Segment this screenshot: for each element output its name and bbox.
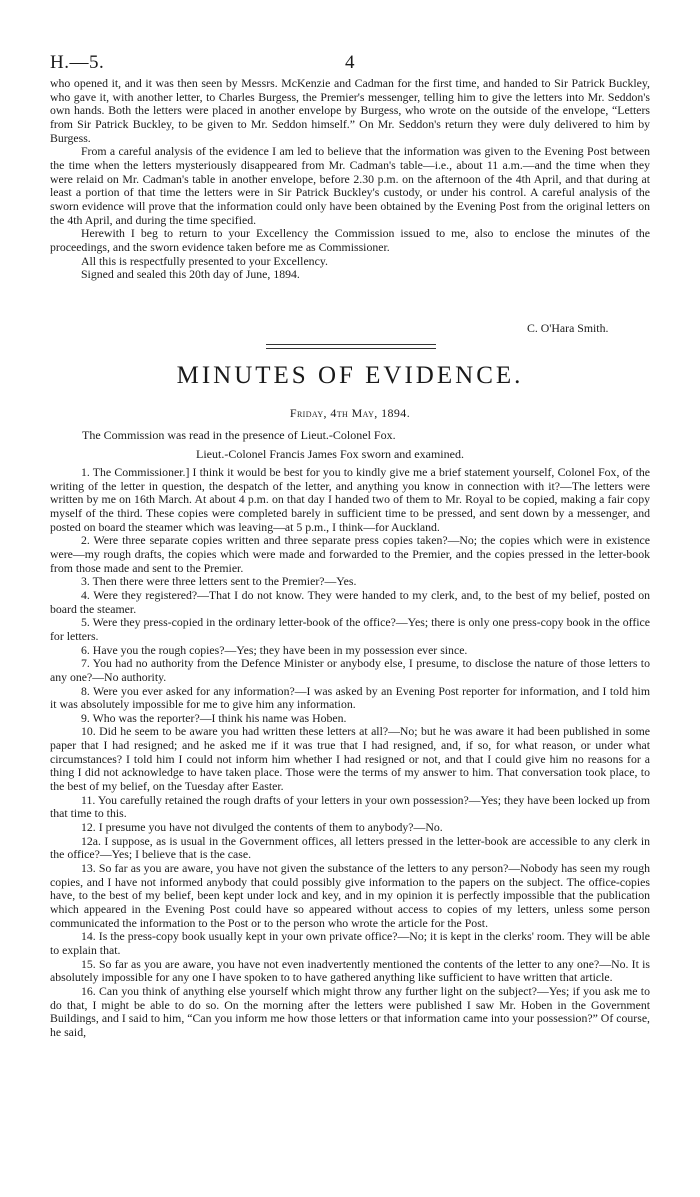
evidence-block <box>50 466 650 1040</box>
witness-line: Lieut.-Colonel Francis James Fox sworn and examined. <box>196 447 464 461</box>
question-1: 1. The Commissioner.] I think it would be best for you to kindly give me a brief statement yourself, Colonel Fox, of the writing of the letter in question, the despatch of the letter, and anything you know in connection with it?—The letters were written by me on 16th March. At about 4 p.m. on that day I handed two of them to Mr. Royal to be copied, making a fair copy myself of the third. These copies were completed barely in sufficient time to be pressed, and sent down by a messenger, and posted on board the steamer which was leaving—at 5 p.m., I think—for Auckland. <box>50 465 650 534</box>
question-12a: 12a. I suppose, as is usual in the Government offices, all letters pressed in the letter-book are accessible to any clerk in the office?—Yes; I believe that is the case. <box>50 833 650 862</box>
question-14: 14. Is the press-copy book usually kept in your own private office?—No; it is kept in the clerks' room. They will be able to explain that. <box>50 929 650 957</box>
minutes-title: MINUTES OF EVIDENCE. <box>176 362 524 389</box>
question-11: 11. You carefully retained the rough drafts of your letters in your own possession?—Yes; they have been locked up from that time to this. <box>50 792 650 821</box>
report-line: to Sir Patrick Buckley, who gave it, with another letter, to Charles Burgess, the Premier's <box>50 76 650 104</box>
question-5: 5. Were they press-copied in the ordinary letter-book of the office?—Yes; there is only one press-copy book in the office for letters. <box>50 615 650 643</box>
separator-rule <box>266 344 436 345</box>
separator-rule <box>266 348 436 349</box>
question-10: 10. Did he seem to be aware you had written these letters at all?—No; but he was aware it had been published in some paper that I had resigned; and he asked me if it was true that I had resigned, and, if so, for what reason, or under what circumstances? I told him I could not inform him whether I had resigned or not, and that I could give him no reasons for a thing I did not acknowledge to have taken place. Those were the terms of my answer to him. That conversation took place, to the best of my belief, on the Tuesday after Easter. <box>50 724 650 794</box>
report-line: the Evening Post from the original letters on the 4th April, and during the time specified. <box>50 198 651 227</box>
report-line: analysis of the sworn evidence will prove that the information could only have been obtained by <box>50 185 650 213</box>
report-paragraph-2 <box>50 145 650 227</box>
report-line: delivered to him by Burgess. <box>50 116 650 145</box>
question-2: 2. Were three separate copies written and three separate press copies taken?—No; the copies which were in existence were—my rough drafts, the copies which were made and forwarded to the Premier, and the copies pressed in the letter-book from those made and sent to the Premier. <box>50 533 650 575</box>
report-line: placed in another envelope by Burgess, who wrote on the outside of the envelope, “Letters from Sir <box>50 103 651 131</box>
question-4: 4. Were they registered?—That I do not know. They were handed to my clerk, and, to the best of my belief, posted on board the steamer. <box>50 587 650 616</box>
signature: C. O'Hara Smith. <box>527 321 609 335</box>
report-line: envelope, before 2.30 p.m. on the afternoon of the 4th April, and that during at least a portion of <box>50 171 650 200</box>
question-16: 16. Can you think of anything else yourself which might throw any further light on the subject?—Yes; if you ask me to do that, I might be able to do so. On the morning after the letters were published I saw Mr. Hoben in the Government Buildings, and I said to him, “Can you inform me how those letters or that information came into your possession?” Of course, he said, <box>50 983 650 1039</box>
report-paragraph-5: Signed and sealed this 20th day of June, 1894. <box>81 267 300 282</box>
report-line: minutes of the proceedings, and the sworn evidence taken before me as Commissioner. <box>50 226 650 254</box>
question-15: 15. So far as you are aware, you have not even inadvertently mentioned the contents of the letter to any one?—No. It is absolutely impossible for any one I have spoken to to have gathered anything like sufficient to have written that article. <box>50 956 650 985</box>
question-7: 7. You had no authority from the Defence Minister or anybody else, I presume, to disclose the nature of those letters to any one?—No authority. <box>50 656 650 684</box>
report-line: who opened it, and it was then seen by Messrs. McKenzie and Cadman for the first time, and handed <box>50 76 538 90</box>
report-paragraph-4: All this is respectfully presented to your Excellency. <box>81 253 328 268</box>
report-line: messenger, telling him to give the letters into Mr. Seddon's own hands. Both the letters were <box>50 89 650 118</box>
report-line: that time the letters were in Sir Patrick Buckley's custody, or under his control. A careful <box>137 185 575 200</box>
page-number: 4 <box>345 52 355 73</box>
series-reference: H.—5. <box>50 52 105 73</box>
report-line: the Evening Post between the time when the letters mysteriously disappeared from Mr. Cadman's <box>50 144 651 172</box>
report-line: table—i.e., about 11 a.m.—and the time when they were relaid on Mr. Cadman's table in another <box>50 157 651 186</box>
question-8: 8. Were you ever asked for any information?—I was asked by an Evening Post reporter for information, and I told him it was absolutely impossible for me to give him any information. <box>50 683 650 712</box>
question-12: 12. I presume you have not divulged the contents of them to anybody?—No. <box>81 820 443 835</box>
report-paragraph-3 <box>50 227 650 254</box>
question-3: 3. Then there were three letters sent to the Premier?—Yes. <box>81 574 357 589</box>
report-paragraph-1 <box>50 77 650 145</box>
question-6: 6. Have you the rough copies?—Yes; they have been in my possession ever since. <box>81 642 468 657</box>
report-line: Patrick Buckley, to be given to Mr. Seddon himself.” On Mr. Seddon's return they were duly <box>95 116 550 131</box>
report-conclusion <box>50 77 650 282</box>
session-date: Friday, 4th May, 1894. <box>289 406 411 420</box>
question-9: 9. Who was the reporter?—I think his name was Hoben. <box>81 710 347 725</box>
report-line: Herewith I beg to return to your Excellency the Commission issued to me, also to enclose the <box>81 226 571 241</box>
question-13: 13. So far as you are aware, you have not given the substance of the letters to any person?—Nobody has seen my rough copies, and I have not informed anybody that could possibly give information to the papers on the subject. The office-copies have, to the best of my belief, been kept under lock and key, and in my opinion it is perfectly impossible that the publication which appeared in the Evening Post could have so appeared without access to copies of my letters, unless some person communicated the information to the Post or to the person who wrote the article for the Post. <box>50 861 650 930</box>
report-line: From a careful analysis of the evidence I am led to believe that the information was given to <box>81 144 524 159</box>
session-intro: The Commission was read in the presence of Lieut.-Colonel Fox. <box>82 428 396 442</box>
